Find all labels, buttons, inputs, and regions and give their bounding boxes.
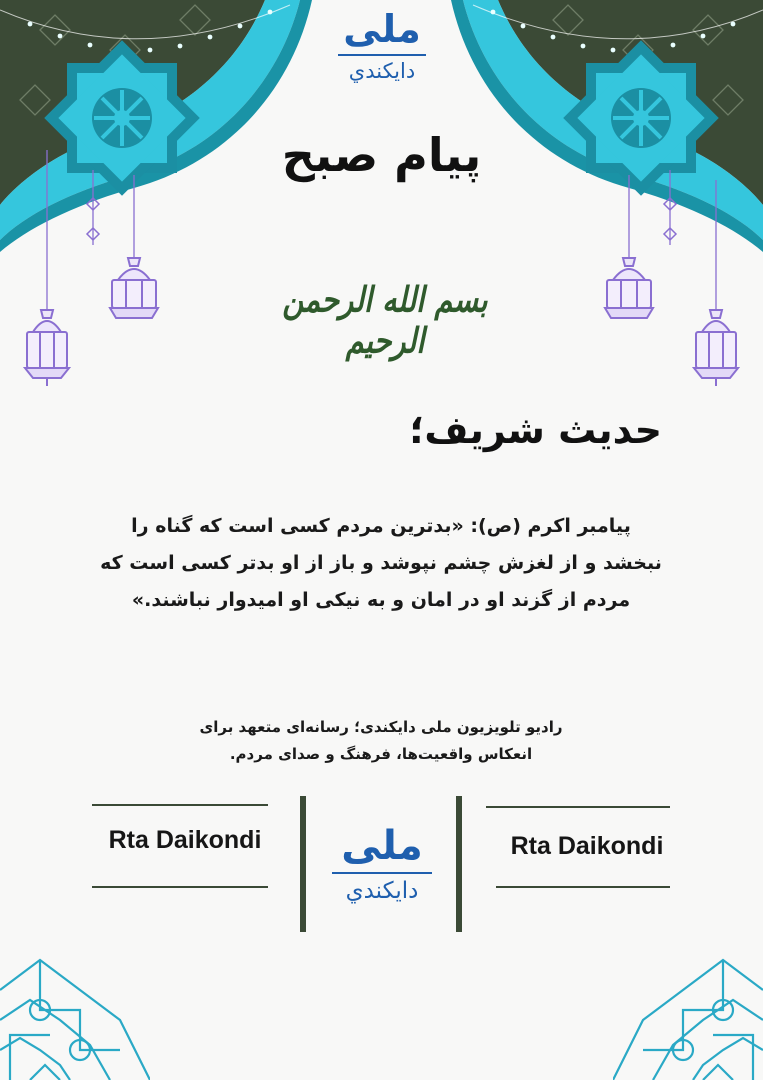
ornament-pattern-icon — [0, 950, 150, 1080]
tagline-line-2: انعکاس واقعیت‌ها، فرهنگ و صدای مردم. — [229, 745, 533, 763]
brand-name-right: Rta Daikondi — [510, 832, 664, 860]
lantern-icon — [25, 310, 69, 386]
footer-vertical-bar — [456, 796, 462, 932]
brand-name-left: Rta Daikondi — [108, 826, 262, 854]
logo-mark: ملی — [343, 7, 421, 51]
footer-logo-mark: ملی — [341, 823, 423, 869]
ornament-pattern-icon — [613, 950, 763, 1080]
page-title: پیام صبح — [281, 128, 482, 182]
footer-logo-subtitle: دایکندي — [345, 878, 419, 904]
top-logo — [326, 6, 438, 96]
footer-rule — [92, 886, 268, 888]
lantern-icon — [605, 258, 653, 318]
footer-rule — [496, 886, 670, 888]
hadith-heading: حدیث شریف؛ — [409, 408, 662, 452]
tagline-line-1: رادیو تلویزیون ملی دایکندی؛ رسانه‌ای متعهد برای — [199, 718, 563, 736]
lantern-icon — [110, 258, 158, 318]
footer-rule — [486, 806, 670, 808]
footer-rule — [92, 804, 268, 806]
footer-logo — [320, 822, 444, 918]
basmala-calligraphy: بسم الله الرحمن الرحیم — [282, 279, 488, 361]
lantern-icon — [694, 310, 738, 386]
hadith-text: پیامبر اکرم (ص): «بدترین مردم کسی است که گناه را نبخشد و از لغزش چشم نپوشد و باز از او بدتر کسی است که مردم از گزند او در امان و به نیکی او امیدوار نباشند.» — [100, 515, 662, 611]
logo-subtitle: دایکندي — [348, 59, 416, 83]
tagline — [150, 714, 612, 768]
footer-vertical-bar — [300, 796, 306, 932]
